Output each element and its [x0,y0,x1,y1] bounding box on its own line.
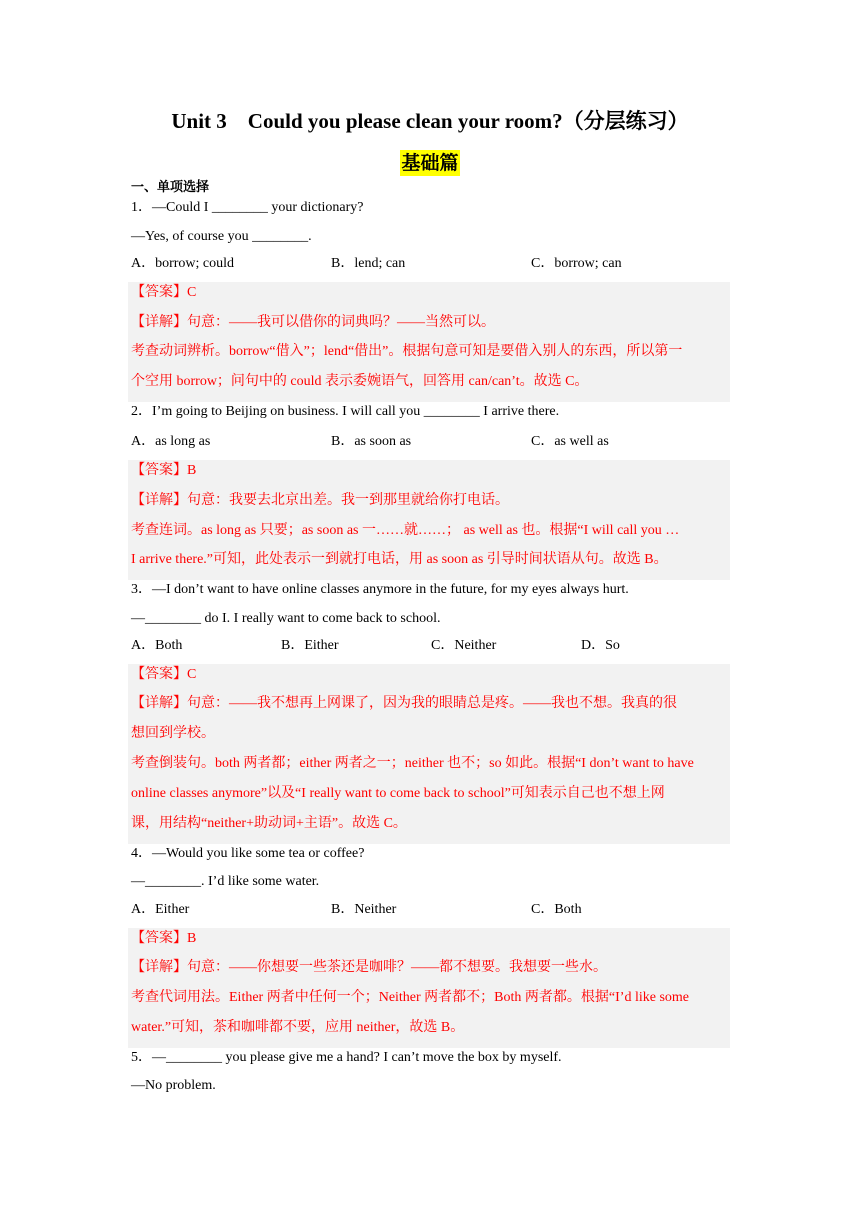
question-2-option-b: B．as soon as [331,434,412,449]
answer-explanation: 课，用结构“neither+助动词+主语”。故选 C。 [131,816,407,831]
question-2-option-c: C．as well as [531,434,609,449]
question-3-option-c: C．Neither [431,638,497,653]
question-1-stem: 1．—Could I ________ your dictionary? [131,200,364,215]
answer-explanation: 考查动词辨析。borrow“借入”；lend“借出”。根据句意可知是要借入别人的东西，所以第一 [131,344,683,359]
answer-explanation: 【详解】句意：——我不想再上网课了，因为我的眼睛总是疼。——我也不想。我真的很 [131,696,677,711]
question-3-option-d: D．So [581,638,620,653]
level-heading-wrap [0,150,860,176]
question-3-option-a: A．Both [131,638,183,653]
question-3-stem: 3．—I don’t want to have online classes anymore in the future, for my eyes always hurt. [131,582,629,597]
question-1-option-b: B．lend; can [331,256,406,271]
level-heading: 基础篇 [401,152,459,174]
answer-explanation: 【详解】句意：我要去北京出差。我一到那里就给你打电话。 [131,493,509,508]
answer-label: 【答案】C [131,667,197,682]
question-2-option-a: A．as long as [131,434,211,449]
answer-explanation: 【详解】句意：——我可以借你的词典吗？——当然可以。 [131,315,495,330]
answer-explanation: water.”可知，茶和咖啡都不要，应用 neither，故选 B。 [131,1020,465,1035]
question-4-option-c: C．Both [531,902,582,917]
question-1-option-a: A．borrow; could [131,256,235,271]
section-heading: 一、单项选择 [131,180,210,195]
answer-label: 【答案】C [131,285,197,300]
answer-explanation: 考查连词。as long as 只要；as soon as 一……就……； as well as 也。根据“I will call you … [131,523,680,538]
answer-explanation: 考查倒装句。both 两者都；either 两者之一；neither 也不；so 如此。根据“I don’t want to have [131,756,694,771]
question-5-stem: —No problem. [131,1078,216,1093]
answer-explanation: 【详解】句意：——你想要一些茶还是咖啡？——都不想要。我想要一些水。 [131,960,607,975]
question-4-option-a: A．Either [131,902,190,917]
answer-explanation: 个空用 borrow；问句中的 could 表示委婉语气，回答用 can/can’t。故选 C。 [131,374,589,389]
question-2-stem: 2．I’m going to Beijing on business. I will call you ________ I arrive there. [131,404,560,419]
answer-explanation: 考查代词用法。Either 两者中任何一个；Neither 两者都不；Both 两者都。根据“I’d like some [131,990,689,1005]
question-3-option-b: B．Either [281,638,339,653]
answer-explanation: online classes anymore”以及“I really want to come back to school”可知表示自己也不想上网 [131,786,665,801]
question-4-stem: 4．—Would you like some tea or coffee? [131,846,365,861]
question-4-option-b: B．Neither [331,902,397,917]
question-3-stem: —________ do I. I really want to come back to school. [131,611,441,626]
answer-explanation: 想回到学校。 [131,726,215,741]
answer-label: 【答案】B [131,931,197,946]
question-4-stem: —________. I’d like some water. [131,874,320,889]
page-title: Unit 3 Could you please clean your room?（分层练习） [171,109,689,133]
answer-label: 【答案】B [131,463,197,478]
question-5-stem: 5．—________ you please give me a hand? I can’t move the box by myself. [131,1050,562,1065]
question-1-option-c: C．borrow; can [531,256,622,271]
question-1-stem: —Yes, of course you ________. [131,229,312,244]
answer-explanation: I arrive there.”可知，此处表示一到就打电话，用 as soon as 引导时间状语从句。故选 B。 [131,552,668,567]
